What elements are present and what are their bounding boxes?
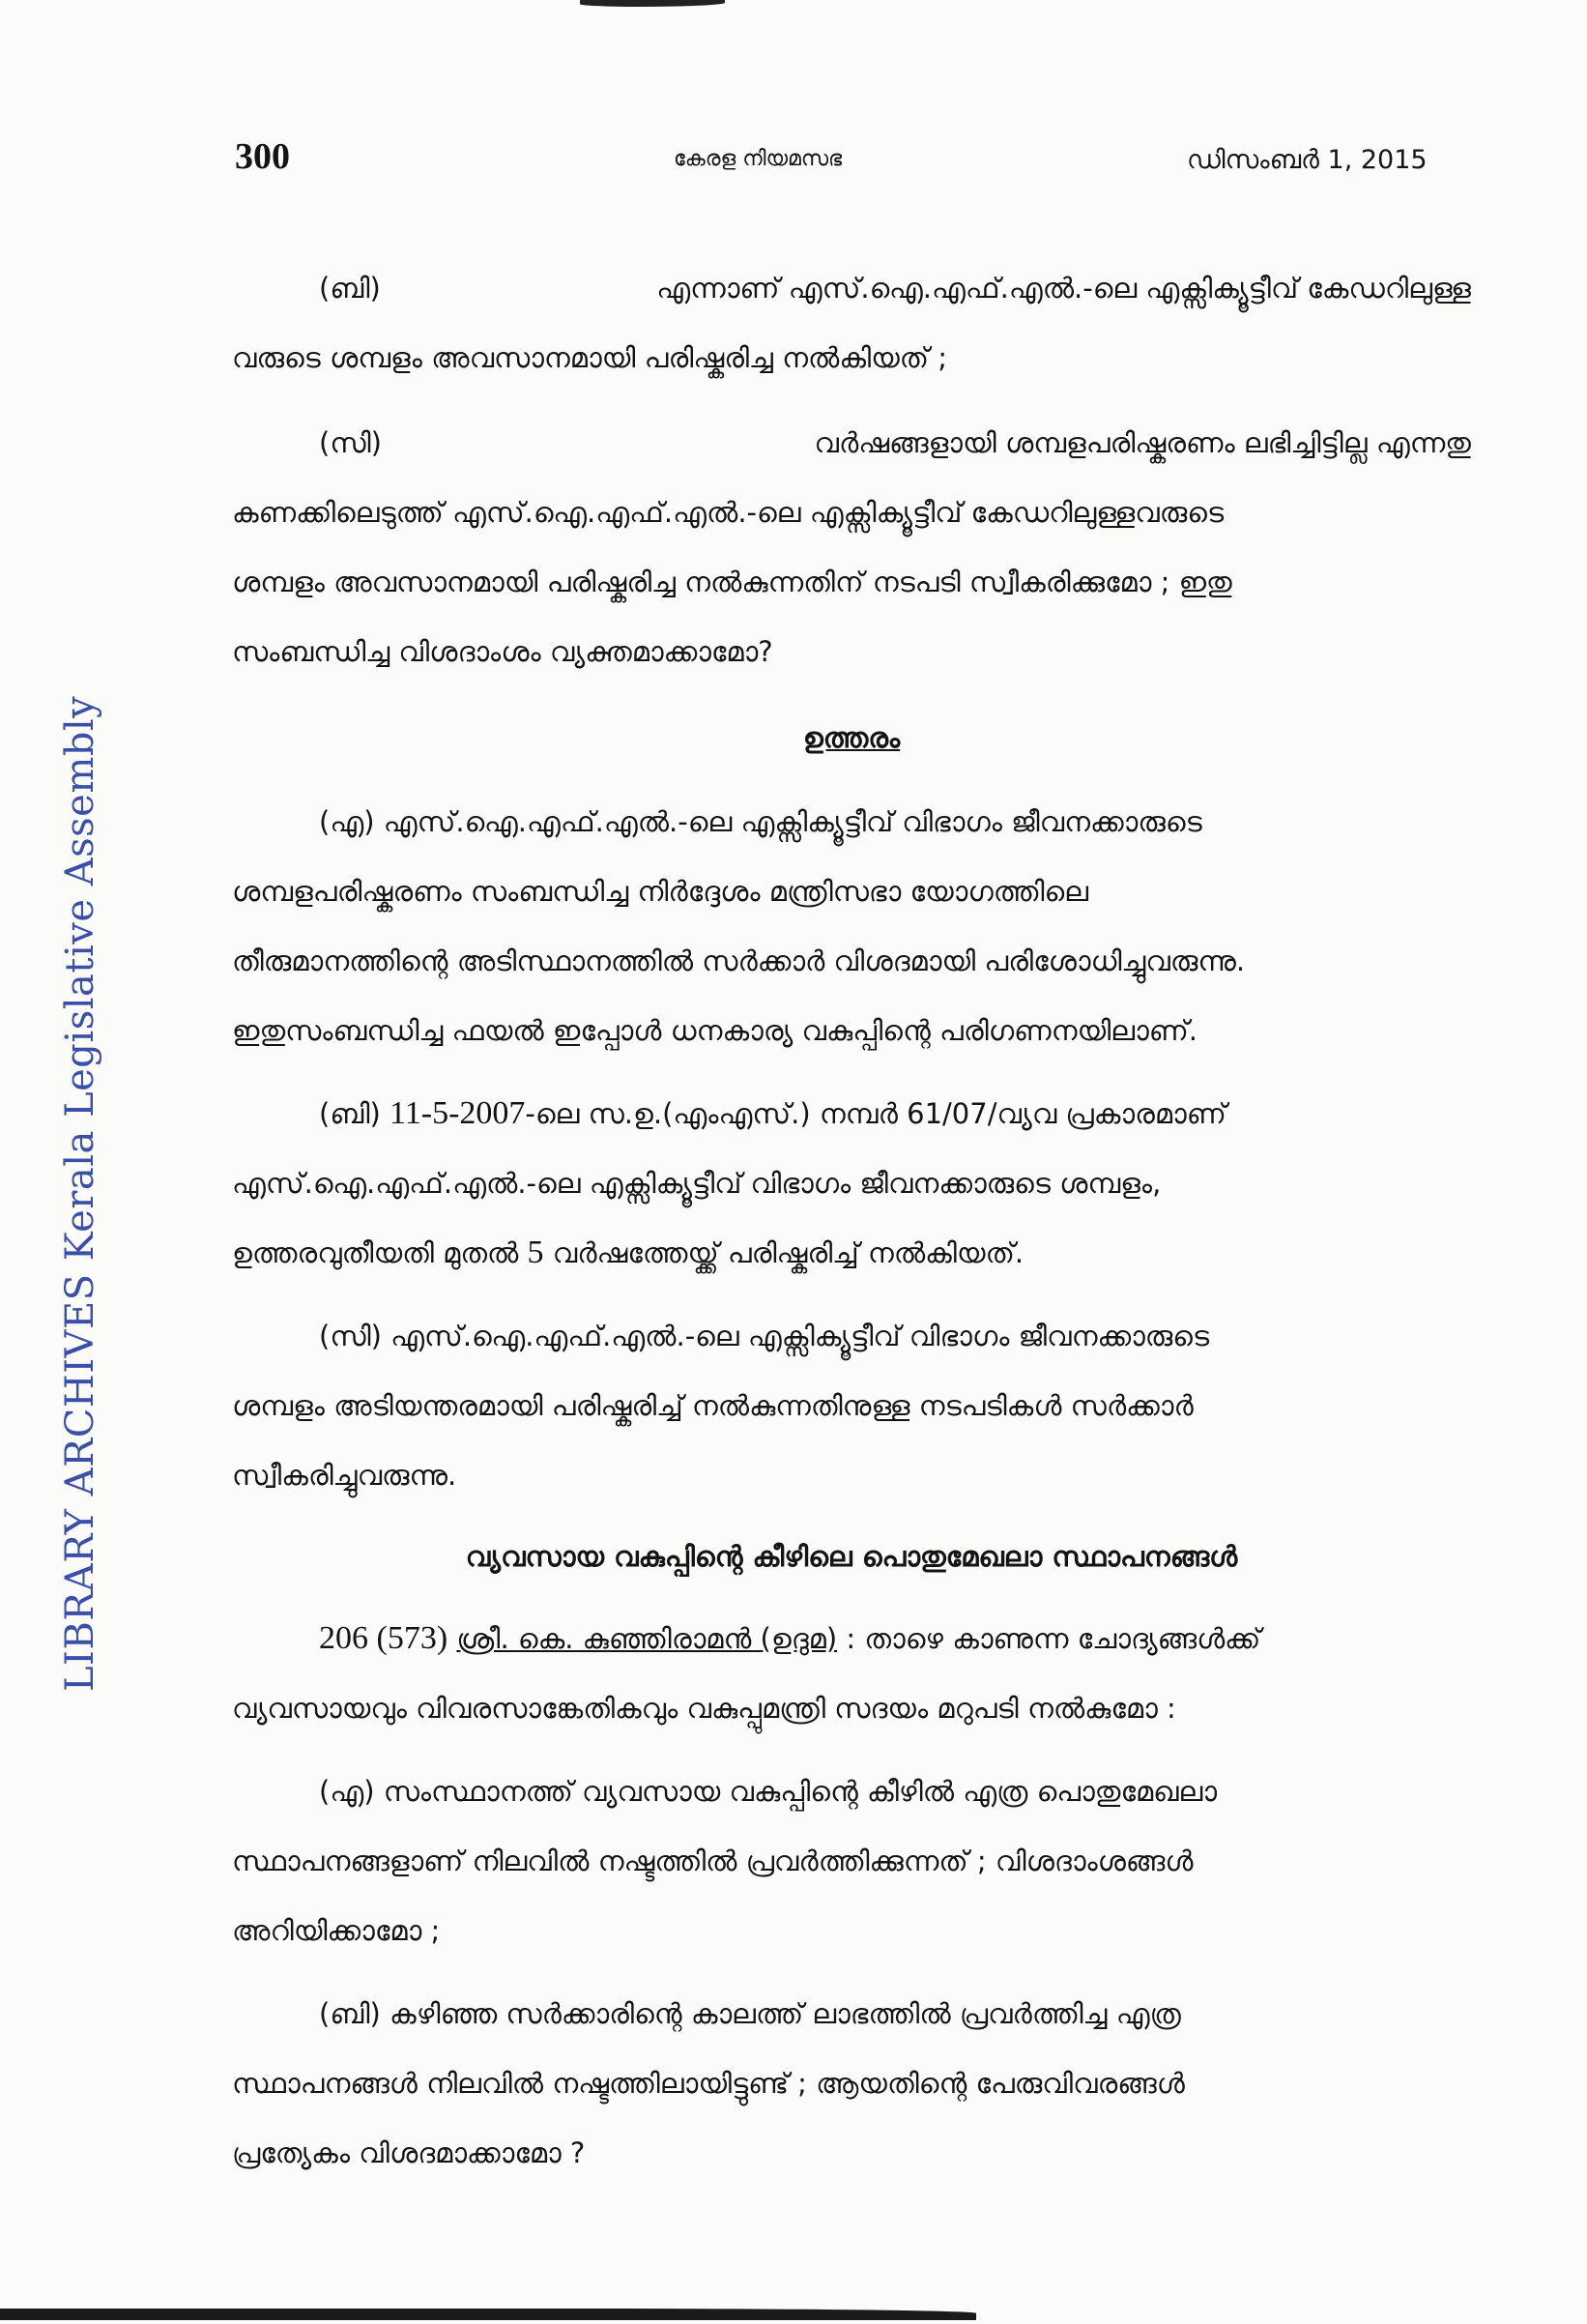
answer-a-line-1: (എ) എസ്.ഐ.എഫ്.എൽ.-ലെ എക്സിക്യൂട്ടീവ് വിഭാഗം ജീവനക്കാരുടെ [319, 805, 1202, 838]
answer-heading: ഉത്തരം [802, 721, 901, 754]
answer-b-line-3 [232, 1224, 1471, 1282]
question-c-line-1 [319, 414, 1471, 472]
page-number: 300 [235, 136, 290, 177]
question-b-label: (ബി) [319, 272, 381, 305]
answer-a-line-2: ശമ്പളപരിഷ്കരണം സംബന്ധിച്ച നിർദ്ദേശം മന്ത്രിസഭാ യോഗത്തിലെ [232, 875, 1089, 908]
member-name: ശ്രീ. കെ. കുഞ്ഞിരാമൻ (ഉദുമ) [456, 1622, 838, 1655]
question-c-label: (സി) [319, 426, 382, 459]
header-date: ഡിസംബർ 1, 2015 [1187, 145, 1428, 175]
years-count: 5 [527, 1235, 544, 1270]
question-206-b-line-2: സ്ഥാപനങ്ങൾ നിലവിൽ നഷ്ടത്തിലായിട്ടുണ്ട് ; ആയതിന്റെ പേരുവിവരങ്ങൾ [232, 2067, 1185, 2100]
order-date: 11-5-2007 [390, 1095, 526, 1131]
answer-c-line-3: സ്വീകരിച്ചുവരുന്നു. [232, 1459, 457, 1492]
question-c-text: വർഷങ്ങളായി ശമ്പളപരിഷ്കരണം ലഭിച്ചിട്ടില്ല എന്നതു [814, 426, 1471, 459]
archive-watermark: LIBRARY ARCHIVES Kerala Legislative Assembly [58, 695, 102, 1692]
question-b-line-1 [319, 259, 1471, 317]
question-206-b-line-3: പ്രത്യേകം വിശദമാക്കാമോ ? [232, 2136, 586, 2169]
question-c-line-2: കണക്കിലെടുത്ത് എസ്.ഐ.എഫ്.എൽ.-ലെ എക്സിക്യൂട്ടീവ് കേഡറിലുള്ളവരുടെ [232, 496, 1225, 529]
scan-bottom-edge [0, 2309, 976, 2320]
section-heading: വ്യവസായ വകുപ്പിന്റെ കീഴിലെ പൊതുമേഖലാ സ്ഥാപനങ്ങൾ [465, 1540, 1238, 1573]
question-206-intro: : താഴെ കാണുന്ന ചോദ്യങ്ങൾക്ക് [846, 1622, 1261, 1655]
question-number: 206 (573) [319, 1620, 448, 1656]
header-title: കേരള നിയമസഭ [674, 147, 843, 171]
question-206-a-line-1: (എ) സംസ്ഥാനത്ത് വ്യവസായ വകുപ്പിന്റെ കീഴിൽ എത്ര പൊതുമേഖലാ [319, 1775, 1218, 1808]
question-b-line-2: വരുടെ ശമ്പളം അവസാനമായി പരിഷ്കരിച്ച നൽകിയത് ; [232, 341, 948, 374]
question-206-b-line-1: (ബി) കഴിഞ്ഞ സർക്കാരിന്റെ കാലത്ത് ലാഭത്തിൽ പ്രവർത്തിച്ച എത്ര [319, 1997, 1181, 2030]
answer-c-line-1: (സി) എസ്.ഐ.എഫ്.എൽ.-ലെ എക്സിക്യൂട്ടീവ് വിഭാഗം ജീവനക്കാരുടെ [319, 1320, 1210, 1352]
answer-b-line-3-a: ഉത്തരവുതീയതി മുതൽ [232, 1236, 519, 1269]
answer-c-line-2: ശമ്പളം അടിയന്തരമായി പരിഷ്കരിച്ച് നൽകുന്നതിനുള്ള നടപടികൾ സർക്കാർ [232, 1389, 1194, 1422]
answer-a-line-3: തീരുമാനത്തിന്റെ അടിസ്ഥാനത്തിൽ സർക്കാർ വിശദമായി പരിശോധിച്ചുവരുന്നു. [232, 944, 1246, 977]
question-206-line-1 [319, 1610, 1471, 1668]
scan-edge-mark [580, 0, 725, 7]
answer-b-label: (ബി) [319, 1097, 381, 1130]
question-206-a-line-2: സ്ഥാപനങ്ങളാണ് നിലവിൽ നഷ്ടത്തിൽ പ്രവർത്തിക്കുന്നത് ; വിശദാംശങ്ങൾ [232, 1845, 1194, 1877]
question-b-text: എന്നാണ് എസ്.ഐ.എഫ്.എൽ.-ലെ എക്സിക്യൂട്ടീവ് കേഡറിലുള്ള [656, 272, 1471, 305]
question-c-line-4: സംബന്ധിച്ച വിശദാംശം വ്യക്തമാക്കാമോ? [232, 635, 773, 668]
question-c-line-3: ശമ്പളം അവസാനമായി പരിഷ്കരിച്ച നൽകുന്നതിന് നടപടി സ്വീകരിക്കുമോ ; ഇതു [232, 566, 1232, 598]
answer-b-line-1 [319, 1085, 1471, 1143]
question-206-a-line-3: അറിയിക്കാമോ ; [232, 1914, 441, 1947]
question-206-line-2: വ്യവസായവും വിവരസാങ്കേതികവും വകുപ്പുമന്ത്രി സദയം മറുപടി നൽകുമോ : [232, 1692, 1176, 1725]
answer-b-line-2: എസ്.ഐ.എഫ്.എൽ.-ലെ എക്സിക്യൂട്ടീവ് വിഭാഗം ജീവനക്കാരുടെ ശമ്പളം, [232, 1167, 1162, 1200]
answer-a-line-4: ഇതുസംബന്ധിച്ച ഫയൽ ഇപ്പോൾ ധനകാര്യ വകുപ്പിന്റെ പരിഗണനയിലാണ്. [232, 1014, 1198, 1047]
answer-b-line-3-b: വർഷത്തേയ്ക്ക് പരിഷ്കരിച്ച് നൽകിയത്. [552, 1236, 1024, 1269]
answer-b-text: -ലെ സ.ഉ.(എംഎസ്.) നമ്പർ 61/07/വ്യവ പ്രകാരമാണ് [525, 1097, 1226, 1130]
